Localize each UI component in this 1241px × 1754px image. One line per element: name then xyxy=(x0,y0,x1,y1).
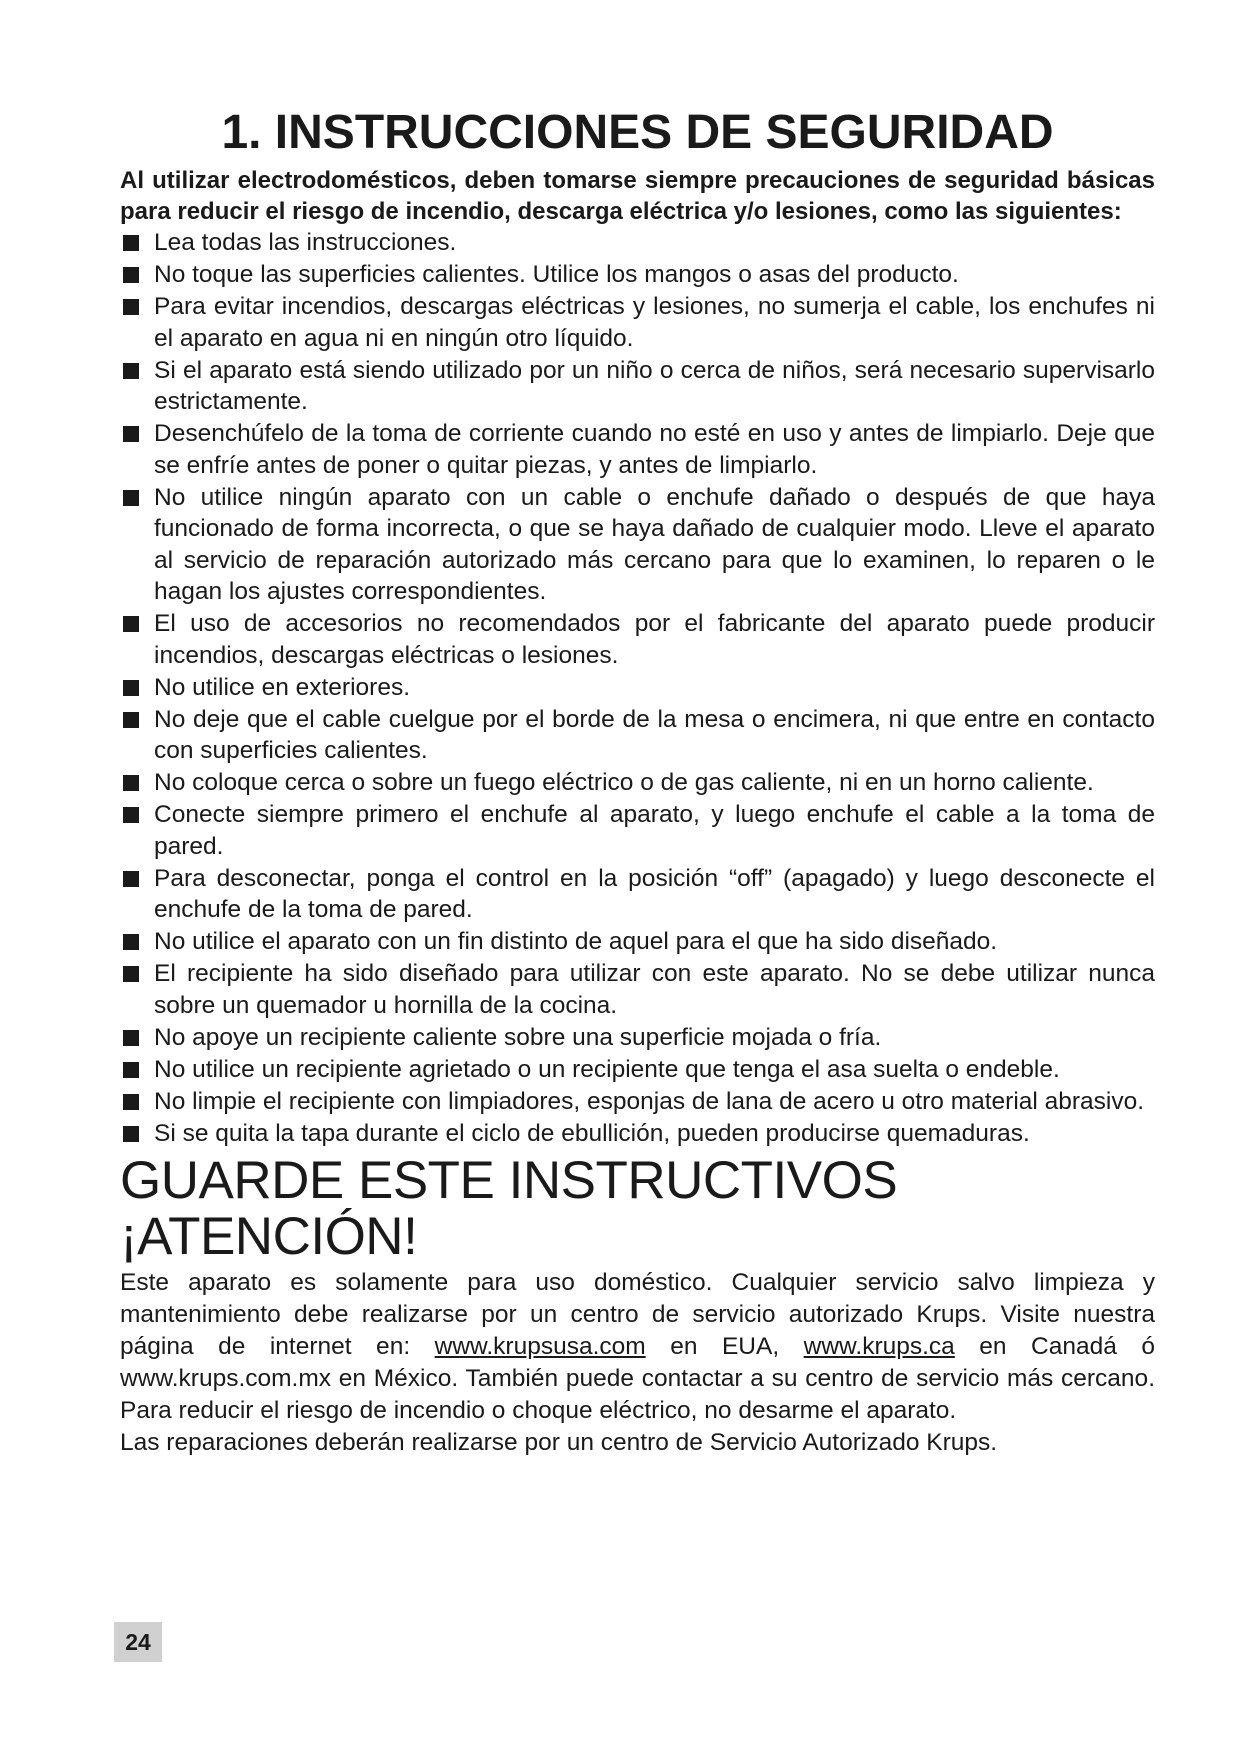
safety-rule-text: Desenchúfelo de la toma de corriente cuando no esté en uso y antes de limpiarlo. Deje que se enfríe antes de poner o quitar piezas, y antes de limpiarlo. xyxy=(154,420,1155,479)
attention-text-3: en Canadá ó www.krups.com.mx en México. También puede contactar a su centro de servicio más cercano. Para reducir el riesgo de incendio o choque eléctrico, no desarme el aparato. xyxy=(120,1333,1156,1424)
safety-rule-item xyxy=(120,863,1155,926)
safety-rule-item xyxy=(120,958,1155,1021)
safety-rule-text: No coloque cerca o sobre un fuego eléctrico o de gas caliente, ni en un horno caliente. xyxy=(154,769,1094,796)
square-bullet-icon xyxy=(123,934,139,950)
attention-heading: ¡ATENCIÓN! xyxy=(120,1207,418,1266)
safety-rule-text: Lea todas las instrucciones. xyxy=(154,229,457,256)
square-bullet-icon xyxy=(123,807,139,823)
safety-rule-text: No deje que el cable cuelgue por el borde de la mesa o encimera, ni que entre en contacto con superficies calientes. xyxy=(154,705,1155,764)
safety-rule-text: No utilice un recipiente agrietado o un recipiente que tenga el asa suelta o endeble. xyxy=(154,1055,1060,1083)
safety-rule-text: El recipiente ha sido diseñado para utilizar con este aparato. No se debe utilizar nunca sobre un quemador u hornilla de la cocina. xyxy=(154,960,1155,1019)
square-bullet-icon xyxy=(123,1094,139,1110)
safety-rule-item xyxy=(120,926,1155,958)
safety-rule-item xyxy=(120,767,1155,799)
square-bullet-icon xyxy=(123,966,139,982)
repairs-paragraph: Las reparaciones deberán realizarse por un centro de Servicio Autorizado Krups. xyxy=(120,1429,998,1456)
safety-rule-item xyxy=(120,482,1155,608)
attention-text-1: Este aparato es solamente para uso doméstico. Cualquier servicio salvo limpieza y mantenimiento debe realizarse por un centro de servicio autorizado Krups. Visite nuestra página de internet en: xyxy=(120,1269,1155,1360)
page-title: 1. INSTRUCCIONES DE SEGURIDAD xyxy=(221,106,1054,159)
safety-rules-list xyxy=(120,227,1155,1149)
safety-rule-text: Si se quita la tapa durante el ciclo de ebullición, pueden producirse quemaduras. xyxy=(154,1119,1030,1147)
square-bullet-icon xyxy=(123,299,139,315)
safety-rule-item xyxy=(120,704,1155,767)
page-content xyxy=(120,105,1155,1459)
safety-rule-text: El uso de accesorios no recomendados por el fabricante del aparato puede producir incendios, descargas eléctricas o lesiones. xyxy=(154,610,1155,669)
square-bullet-icon xyxy=(123,363,139,379)
safety-rule-item xyxy=(120,799,1155,862)
attention-text-2: en EUA, xyxy=(645,1333,804,1360)
square-bullet-icon xyxy=(123,426,139,442)
link-krups-ca[interactable]: www.krups.ca xyxy=(803,1333,955,1360)
safety-rule-text: Conecte siempre primero el enchufe al aparato, y luego enchufe el cable a la toma de pared. xyxy=(154,801,1155,860)
safety-rule-text: No limpie el recipiente con limpiadores, esponjas de lana de acero u otro material abrasivo. xyxy=(154,1087,1145,1115)
safety-rule-text: No toque las superficies calientes. Utilice los mangos o asas del producto. xyxy=(154,261,959,288)
square-bullet-icon xyxy=(123,490,139,506)
attention-paragraph xyxy=(120,1267,1155,1427)
link-krupsusa[interactable]: www.krupsusa.com xyxy=(434,1333,646,1360)
safety-rule-text: Para desconectar, ponga el control en la posición “off” (apagado) y luego desconecte el enchufe de la toma de pared. xyxy=(154,864,1155,923)
safety-rule-item xyxy=(120,259,1155,291)
square-bullet-icon xyxy=(123,680,139,696)
square-bullet-icon xyxy=(123,712,139,728)
page-number: 24 xyxy=(114,1622,162,1662)
safety-rule-item xyxy=(120,418,1155,481)
safety-rule-text: No utilice ningún aparato con un cable o enchufe dañado o después de que haya funcionado de forma incorrecta, o que se haya dañado de cualquier modo. Lleve el aparato al servicio de reparación autorizado más cercano para que lo examinen, lo reparen o le hagan los ajustes correspondientes. xyxy=(154,483,1155,605)
safety-rule-text: No utilice el aparato con un fin distinto de aquel para el que ha sido diseñado. xyxy=(154,928,998,955)
safety-rule-item xyxy=(120,608,1155,671)
safety-rule-item xyxy=(120,1118,1155,1150)
square-bullet-icon xyxy=(123,1030,139,1046)
safety-rule-item xyxy=(120,227,1155,259)
safety-rule-text: Para evitar incendios, descargas eléctricas y lesiones, no sumerja el cable, los enchufes ni el aparato en agua ni en ningún otro líquido. xyxy=(154,293,1155,352)
safety-rule-item xyxy=(120,1022,1155,1054)
safety-rule-text: No utilice en exteriores. xyxy=(154,673,411,701)
safety-rule-text: No apoye un recipiente caliente sobre una superficie mojada o fría. xyxy=(154,1023,882,1051)
safety-rule-item xyxy=(120,672,1155,704)
square-bullet-icon xyxy=(123,235,139,251)
square-bullet-icon xyxy=(123,775,139,791)
safety-rule-item xyxy=(120,1086,1155,1118)
square-bullet-icon xyxy=(123,1126,139,1142)
square-bullet-icon xyxy=(123,871,139,887)
safety-rule-item xyxy=(120,355,1155,418)
save-instructions-heading: GUARDE ESTE INSTRUCTIVOS xyxy=(120,1151,898,1210)
safety-rule-item xyxy=(120,291,1155,354)
safety-rule-item xyxy=(120,1054,1155,1086)
square-bullet-icon xyxy=(123,1062,139,1078)
safety-rule-text: Si el aparato está siendo utilizado por un niño o cerca de niños, será necesario supervisarlo estrictamente. xyxy=(154,356,1155,415)
square-bullet-icon xyxy=(123,616,139,632)
intro-paragraph: Al utilizar electrodomésticos, deben tomarse siempre precauciones de seguridad básicas para reducir el riesgo de incendio, descarga eléctrica y/o lesiones, como las siguientes: xyxy=(120,167,1155,225)
square-bullet-icon xyxy=(123,267,139,283)
